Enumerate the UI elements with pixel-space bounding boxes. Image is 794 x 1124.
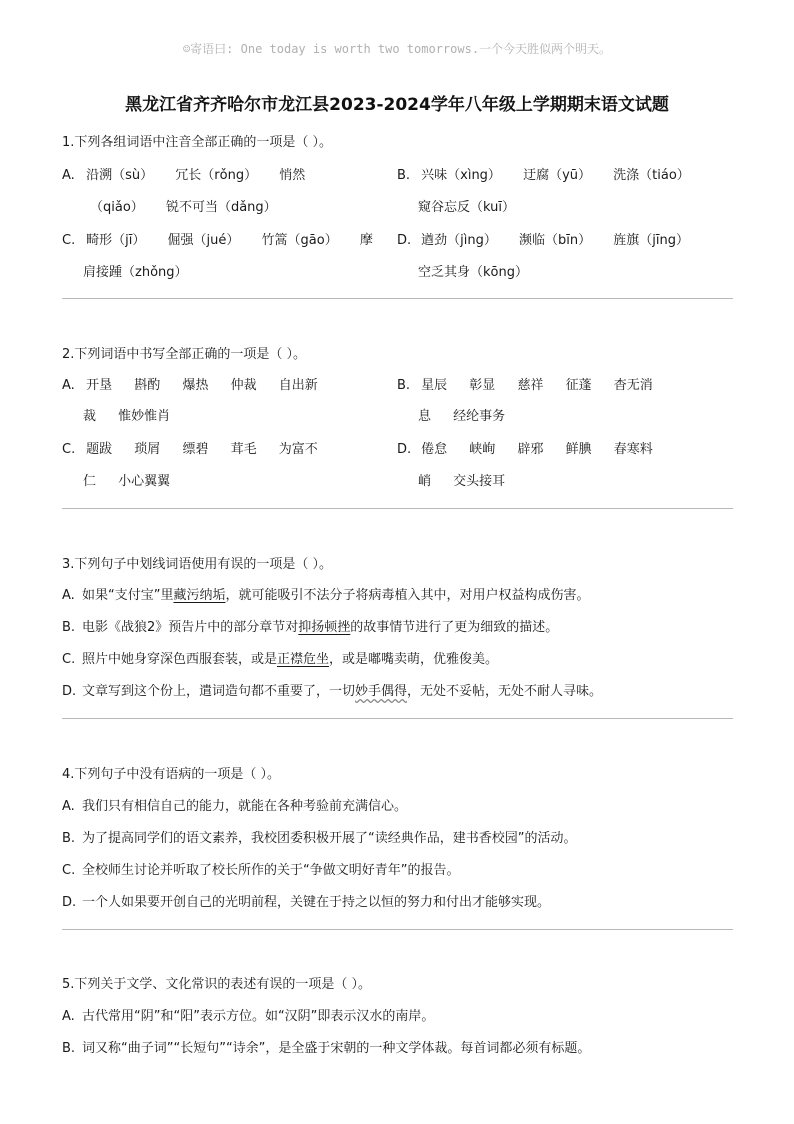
option-word: 自出新	[278, 378, 318, 393]
option-label: D.	[62, 895, 77, 910]
underlined-phrase: 正襟危坐	[277, 652, 330, 667]
option-label: A.	[62, 799, 75, 814]
option-word: 畸形（jī）	[86, 233, 146, 248]
option-label: C.	[62, 442, 76, 457]
option-label: B.	[62, 1041, 76, 1056]
option-text: ，或是嘟嘴卖萌，优雅俊美。	[329, 652, 499, 667]
divider	[62, 929, 733, 930]
option-label: A.	[62, 588, 75, 603]
option-text: 照片中她身穿深色西服套装，或是	[82, 652, 278, 667]
option-label: D.	[62, 684, 77, 699]
option-word: 兴味（xìng）	[421, 168, 501, 183]
option-word: 迂腐（yū）	[523, 168, 592, 183]
option-text: 古代常用“阴”和“阳”表示方位。如“汉阴”即表示汉水的南岸。	[82, 1009, 435, 1024]
q3-option-a	[62, 584, 590, 603]
question-1-stem: 1.下列各组词语中注音全部正确的一项是（ ）。	[62, 135, 333, 150]
q1-option-d-cont	[418, 261, 546, 280]
option-word: 空乏其身（kōng）	[418, 265, 528, 280]
option-word: 遒劲（jìng）	[421, 233, 497, 248]
option-text: 如果“支付宝”里	[82, 588, 174, 603]
q2-option-a	[62, 374, 336, 393]
option-word: 肩接踵（zhǒng）	[83, 265, 188, 280]
underlined-phrase: 抑扬顿挫	[298, 620, 351, 635]
option-word: 征蓬	[565, 378, 592, 393]
q2-option-b	[397, 374, 671, 393]
option-label: B.	[397, 168, 411, 183]
option-label: B.	[62, 620, 76, 635]
option-word: 爆热	[182, 378, 209, 393]
question-4-stem: 4.下列句子中没有语病的一项是（ ）。	[62, 767, 281, 782]
option-word: 峡峋	[469, 442, 496, 457]
option-word: 缥碧	[182, 442, 209, 457]
option-text: 电影《战狼2》预告片中的部分章节对	[82, 620, 299, 635]
q5-option-a	[62, 1005, 434, 1024]
option-word: 开垦	[86, 378, 113, 393]
q4-option-d	[62, 891, 550, 910]
page-title: 黑龙江省齐齐哈尔市龙江县2023-2024学年八年级上学期期末语文试题	[125, 95, 669, 115]
q2-option-c-cont	[83, 470, 188, 489]
option-word: 茸毛	[230, 442, 257, 457]
q2-option-c	[62, 438, 336, 457]
q1-option-c-cont	[83, 261, 206, 280]
option-label: C.	[62, 233, 76, 248]
option-word: 仲裁	[230, 378, 257, 393]
question-2-stem: 2.下列词语中书写全部正确的一项是（ ）。	[62, 347, 307, 362]
q1-option-b	[397, 164, 708, 183]
option-label: D.	[397, 442, 412, 457]
option-word: 洗涤（tiáo）	[613, 168, 690, 183]
option-word: 彰显	[469, 378, 496, 393]
option-label: B.	[397, 378, 411, 393]
option-text: 为了提高同学们的语文素养，我校团委积极开展了“读经典作品，建书香校园”的活动。	[82, 831, 577, 846]
option-text: ，无处不妥帖，无处不耐人寻味。	[407, 684, 603, 699]
q2-option-a-cont	[83, 405, 188, 424]
option-text: 我们只有相信自己的能力，就能在各种考验前充满信心。	[82, 799, 408, 814]
option-word: 辟邪	[517, 442, 544, 457]
option-text: 一个人如果要开创自己的光明前程，关键在于持之以恒的努力和付出才能够实现。	[82, 895, 551, 910]
option-word: 裁	[83, 409, 97, 424]
q3-option-b	[62, 616, 558, 635]
option-word: 倔强（jué）	[167, 233, 240, 248]
q3-option-c	[62, 648, 498, 667]
option-label: D.	[397, 233, 412, 248]
option-word: 为富不	[278, 442, 318, 457]
underlined-phrase: 妙手偶得	[355, 684, 408, 699]
option-word: 息	[418, 409, 432, 424]
q4-option-c	[62, 859, 459, 878]
underlined-phrase: 藏污纳垢	[173, 588, 226, 603]
option-word: 交头接耳	[453, 474, 506, 489]
option-word: 小心翼翼	[118, 474, 171, 489]
option-word: 经纶事务	[453, 409, 506, 424]
option-word: 星辰	[421, 378, 448, 393]
option-label: C.	[62, 863, 76, 878]
divider	[62, 298, 733, 299]
option-word: 摩	[359, 233, 373, 248]
option-word: 倦怠	[421, 442, 448, 457]
option-word: 惟妙惟肖	[118, 409, 171, 424]
option-text: 的故事情节进行了更为细致的描述。	[350, 620, 559, 635]
q2-option-b-cont	[418, 405, 523, 424]
option-word: 琐屑	[134, 442, 161, 457]
divider	[62, 718, 733, 719]
option-word: 濒临（bīn）	[519, 233, 592, 248]
option-word: 沿溯（sù）	[86, 168, 154, 183]
question-3-stem: 3.下列句子中划线词语使用有误的一项是（ ）。	[62, 557, 333, 572]
option-text: 文章写到这个份上，遣词造句都不重要了，一切	[82, 684, 356, 699]
q2-option-d-cont	[418, 470, 523, 489]
q5-option-b	[62, 1037, 590, 1056]
question-5-stem: 5.下列关于文学、文化常识的表述有误的一项是（ ）。	[62, 977, 372, 992]
option-word: 窥谷忘反（kuī）	[418, 200, 515, 215]
option-word: 悄然	[279, 168, 306, 183]
option-word: 冗长（rǒng）	[175, 168, 258, 183]
option-text: ，就可能吸引不法分子将病毒植入其中，对用户权益构成伤害。	[225, 588, 590, 603]
option-label: A.	[62, 1009, 75, 1024]
q1-option-a	[62, 164, 323, 183]
option-word: 峭	[418, 474, 432, 489]
q2-option-d	[397, 438, 671, 457]
option-label: B.	[62, 831, 76, 846]
q1-option-d	[397, 229, 707, 248]
option-label: C.	[62, 652, 76, 667]
q4-option-a	[62, 795, 407, 814]
option-text: 词又称“曲子词”“长短句”“诗余”，是全盛于宋朝的一种文学体裁。每首词都必须有标题。	[82, 1041, 591, 1056]
q1-option-c	[62, 229, 391, 248]
q1-option-a-cont	[90, 196, 295, 215]
option-text: 全校师生讨论并听取了校长所作的关于“争做文明好青年”的报告。	[82, 863, 460, 878]
divider	[62, 508, 733, 509]
option-word: 锐不可当（dǎng）	[165, 200, 277, 215]
option-word: 斟酌	[134, 378, 161, 393]
option-word: 鲜腆	[565, 442, 592, 457]
option-word: 慈祥	[517, 378, 544, 393]
option-word: （qiǎo）	[90, 200, 144, 215]
option-word: 春寒料	[613, 442, 653, 457]
q1-option-b-cont	[418, 196, 533, 215]
q3-option-d	[62, 680, 602, 699]
option-word: 仁	[83, 474, 97, 489]
option-label: A.	[62, 378, 75, 393]
option-word: 题跋	[86, 442, 113, 457]
option-word: 杳无消	[613, 378, 653, 393]
option-word: 旌旗（jīng）	[613, 233, 689, 248]
option-word: 竹篙（gāo）	[261, 233, 338, 248]
q4-option-b	[62, 827, 576, 846]
option-label: A.	[62, 168, 75, 183]
motto-header: ☺寄语曰: One today is worth two tomorrows.一个今天胜似两个明天。	[182, 42, 612, 56]
